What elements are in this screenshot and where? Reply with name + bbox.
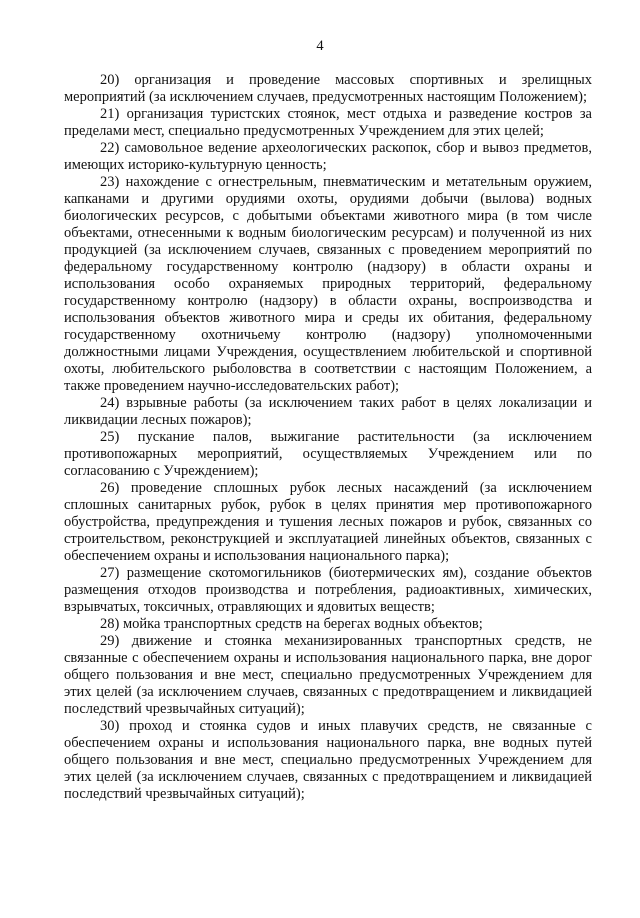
paragraph-item-27: 27) размещение скотомогильников (биотермических ям), создание объектов размещения отходов производства и потребления, радиоактивных, химических, взрывчатых, токсичных, отравляющих и ядовитых веществ; [64,565,592,615]
paragraph-item-22: 22) самовольное ведение археологических раскопок, сбор и вывоз предметов, имеющих историко-культурную ценность; [64,140,592,173]
paragraph-item-21: 21) организация туристских стоянок, мест отдыха и разведение костров за пределами мест, специально предусмотренных Учреждением для этих целей; [64,106,592,139]
paragraph-item-26: 26) проведение сплошных рубок лесных насаждений (за исключением сплошных санитарных рубок, рубок в целях принятия мер противопожарного обустройства, предупреждения и тушения лесных пожаров и рубок, связанных со строительством, реконструкцией и эксплуатацией линейных объектов, связанных с обеспечением охраны и использования национального парка); [64,480,592,564]
document-body [64,72,592,803]
paragraph-item-23: 23) нахождение с огнестрельным, пневматическим и метательным оружием, капканами и другими орудиями охоты, орудиями добычи (вылова) водных биологических ресурсов, с добытыми объектами животного мира (в том числе объектами, отнесенными к водным биологическим ресурсам) и полученной из них продукцией (за исключением случаев, связанных с проведением мероприятий по федеральному государственному контролю (надзору) в области охраны и использования особо охраняемых природных территорий, федеральному государственному контролю (надзору) в области охраны, воспроизводства и использования объектов животного мира и среды их обитания, федеральному государственному охотничьему контролю (надзору) уполномоченными должностными лицами Учреждения, осуществлением любительской и спортивной охоты, любительского рыболовства в соответствии с настоящим Положением, а также проведением научно-исследовательских работ); [64,174,592,394]
paragraph-item-20: 20) организация и проведение массовых спортивных и зрелищных мероприятий (за исключением случаев, предусмотренных настоящим Положением); [64,72,592,105]
paragraph-item-24: 24) взрывные работы (за исключением таких работ в целях локализации и ликвидации лесных пожаров); [64,395,592,428]
paragraph-item-25: 25) пускание палов, выжигание растительности (за исключением противопожарных мероприятий, осуществляемых Учреждением или по согласованию с Учреждением); [64,429,592,479]
paragraph-item-29: 29) движение и стоянка механизированных транспортных средств, не связанные с обеспечением охраны и использования национального парка, вне дорог общего пользования и вне мест, специально предусмотренных Учреждением для этих целей (за исключением случаев, связанных с предотвращением и ликвидацией последствий чрезвычайных ситуаций); [64,633,592,717]
paragraph-item-28: 28) мойка транспортных средств на берегах водных объектов; [100,616,483,632]
page-number: 4 [316,38,324,54]
paragraph-item-30: 30) проход и стоянка судов и иных плавучих средств, не связанные с обеспечением охраны и использования национального парка, вне водных путей общего пользования и вне мест, специально предусмотренных Учреждением для этих целей (за исключением случаев, связанных с предотвращением и ликвидацией последствий чрезвычайных ситуаций); [64,718,592,802]
